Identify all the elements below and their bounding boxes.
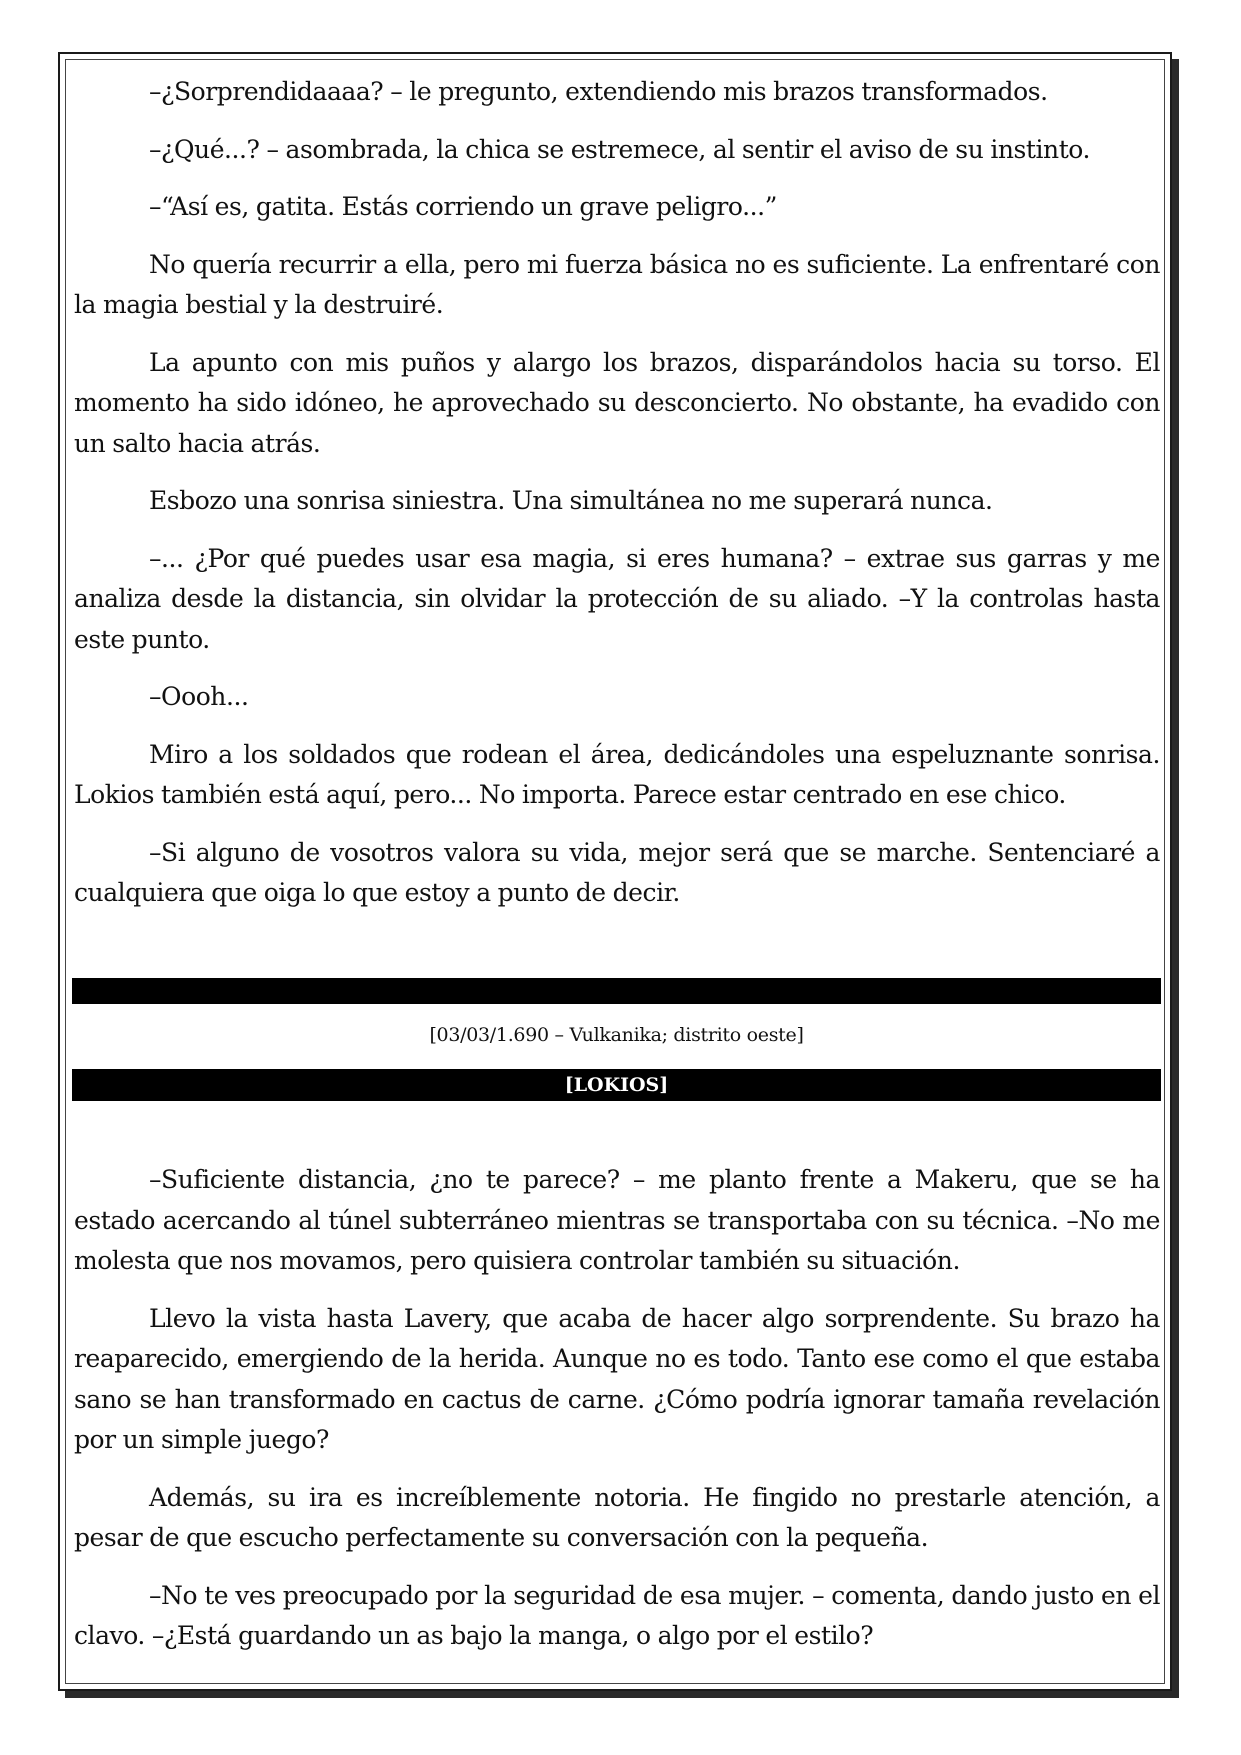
scene-info: [03/03/1.690 – Vulkanika; distrito oeste] [429,1024,804,1046]
paragraph: –... ¿Por qué puedes usar esa magia, si eres humana? – extrae sus garras y me analiza desde la distancia, sin olvidar la protección de su aliado. –Y la controlas hasta este punto. [74,543,1160,654]
paragraph: –¿Qué...? – asombrada, la chica se estremece, al sentir el aviso de su instinto. [149,134,1090,164]
paragraph: Además, su ira es increíblemente notoria. He fingido no prestarle atención, a pesar de que escucho perfectamente su conversación con la pequeña. [74,1482,1160,1552]
paragraph: Miro a los soldados que rodean el área, dedicándoles una espeluznante sonrisa. Lokios también está aquí, pero... No importa. Parece estar centrado en ese chico. [74,739,1160,809]
narrative-part-two [74,1160,1160,1674]
narrative-part-one [74,72,1160,931]
paragraph: –Oooh... [149,682,249,711]
paragraph: No quería recurrir a ella, pero mi fuerza básica no es suficiente. La enfrentaré con la magia bestial y la destruiré. [74,249,1160,319]
paragraph: Esbozo una sonrisa siniestra. Una simultánea no me superará nunca. [149,486,993,515]
paragraph: –“Así es, gatita. Estás corriendo un grave peligro...” [149,192,777,221]
paragraph: –¿Sorprendidaaaa? – le pregunto, extendiendo mis brazos transformados. [149,77,1048,106]
pov-label: [LOKIOS] [72,1069,1161,1101]
paragraph: Llevo la vista hasta Lavery, que acaba de hacer algo sorprendente. Su brazo ha reaparecido, emergiendo de la herida. Aunque no es todo. Tanto ese como el que estaba sano se han transformado en cactus de carne. ¿Cómo podría ignorar tamaña revelación por un simple juego? [74,1303,1160,1454]
paragraph: –Si alguno de vosotros valora su vida, mejor será que se marche. Sentenciaré a cualquiera que oiga lo que estoy a punto de decir. [74,837,1160,907]
scene-divider-bar [72,978,1161,1004]
paragraph: –No te ves preocupado por la seguridad de esa mujer. – comenta, dando justo en el clavo. –¿Está guardando un as bajo la manga, o algo por el estilo? [74,1580,1160,1650]
paragraph: –Suficiente distancia, ¿no te parece? – me planto frente a Makeru, que se ha estado acercando al túnel subterráneo mientras se transportaba con su técnica. –No me molesta que nos movamos, pero quisiera controlar también su situación. [74,1165,1160,1275]
paragraph: La apunto con mis puños y alargo los brazos, disparándolos hacia su torso. El momento ha sido idóneo, he aprovechado su desconcierto. No obstante, ha evadido con un salto hacia atrás. [74,347,1160,458]
